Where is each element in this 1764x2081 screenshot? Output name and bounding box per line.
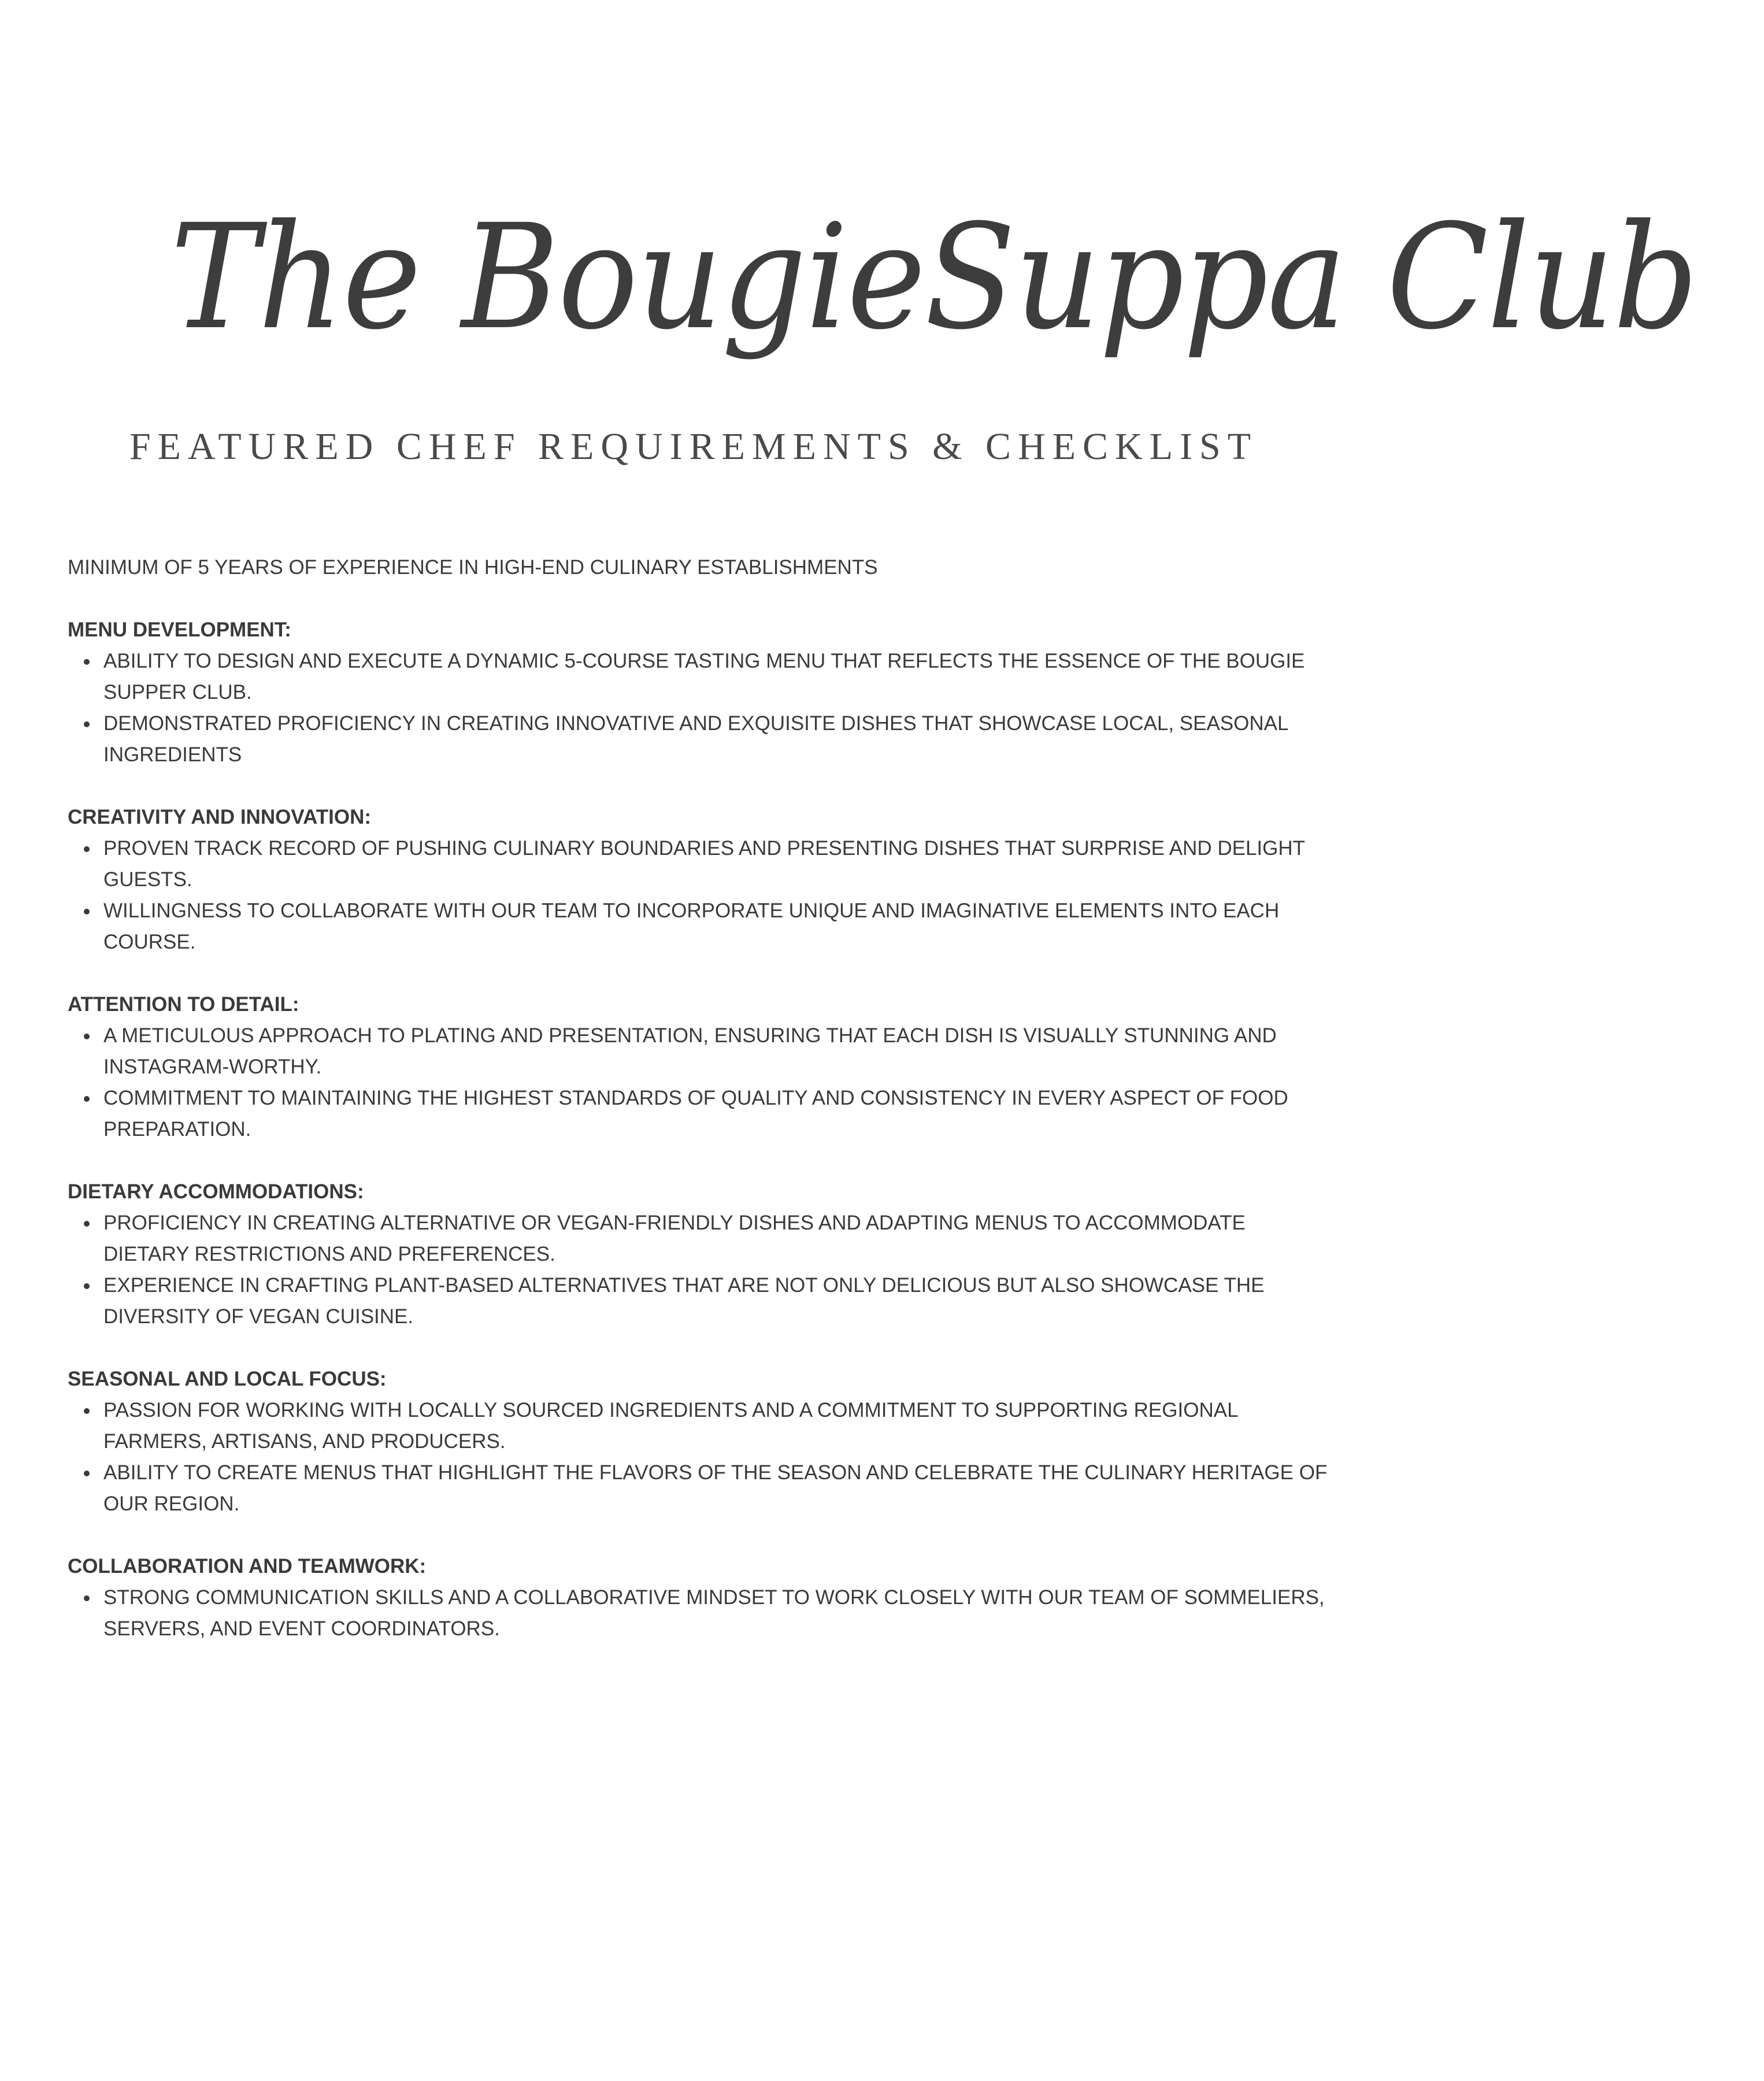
section-heading: SEASONAL AND LOCAL FOCUS: (68, 1368, 387, 1390)
list-item: EXPERIENCE IN CRAFTING PLANT-BASED ALTERNATIVES THAT ARE NOT ONLY DELICIOUS BUT ALSO SHOWCASE THE DIVERSITY OF VEGAN CUISINE. (103, 1270, 1328, 1332)
list-item: STRONG COMMUNICATION SKILLS AND A COLLABORATIVE MINDSET TO WORK CLOSELY WITH OUR TEAM OF SOMMELIERS, SERVERS, AND EVENT COORDINATORS. (103, 1582, 1328, 1645)
logo-script-text: The BougieSuppa Club (170, 193, 1698, 361)
section-heading: DIETARY ACCOMMODATIONS: (68, 1180, 364, 1203)
section-seasonal-and-local-focus (68, 1364, 1328, 1520)
logo (104, 145, 1698, 410)
section-heading: CREATIVITY AND INNOVATION: (68, 806, 371, 828)
requirements-content (68, 552, 1328, 1676)
section-list (68, 1020, 1328, 1145)
list-item: ABILITY TO DESIGN AND EXECUTE A DYNAMIC 5-COURSE TASTING MENU THAT REFLECTS THE ESSENCE OF THE BOUGIE SUPPER CLUB. (103, 646, 1328, 708)
section-heading: ATTENTION TO DETAIL: (68, 993, 299, 1016)
section-heading: COLLABORATION AND TEAMWORK: (68, 1555, 427, 1578)
page-subtitle: FEATURED CHEF REQUIREMENTS & CHECKLIST (129, 425, 1258, 468)
section-list (68, 1208, 1328, 1332)
list-item: PROVEN TRACK RECORD OF PUSHING CULINARY BOUNDARIES AND PRESENTING DISHES THAT SURPRISE AND DELIGHT GUESTS. (103, 833, 1328, 895)
section-collaboration-and-teamwork (68, 1551, 1328, 1645)
section-creativity-and-innovation (68, 802, 1328, 958)
list-item: ABILITY TO CREATE MENUS THAT HIGHLIGHT THE FLAVORS OF THE SEASON AND CELEBRATE THE CULINARY HERITAGE OF OUR REGION. (103, 1457, 1328, 1520)
section-list (68, 1395, 1328, 1520)
section-heading: MENU DEVELOPMENT: (68, 619, 291, 641)
section-attention-to-detail (68, 989, 1328, 1145)
section-list (68, 646, 1328, 771)
list-item: DEMONSTRATED PROFICIENCY IN CREATING INNOVATIVE AND EXQUISITE DISHES THAT SHOWCASE LOCAL, SEASONAL INGREDIENTS (103, 708, 1328, 771)
intro-requirement: MINIMUM OF 5 YEARS OF EXPERIENCE IN HIGH-END CULINARY ESTABLISHMENTS (68, 556, 878, 579)
list-item: PROFICIENCY IN CREATING ALTERNATIVE OR VEGAN-FRIENDLY DISHES AND ADAPTING MENUS TO ACCOMMODATE DIETARY RESTRICTIONS AND PREFERENCES. (103, 1208, 1328, 1270)
section-menu-development (68, 614, 1328, 771)
section-list (68, 1582, 1328, 1645)
list-item: A METICULOUS APPROACH TO PLATING AND PRESENTATION, ENSURING THAT EACH DISH IS VISUALLY STUNNING AND INSTAGRAM-WORTHY. (103, 1020, 1328, 1083)
list-item: WILLINGNESS TO COLLABORATE WITH OUR TEAM TO INCORPORATE UNIQUE AND IMAGINATIVE ELEMENTS INTO EACH COURSE. (103, 895, 1328, 958)
section-dietary-accommodations (68, 1176, 1328, 1332)
list-item: COMMITMENT TO MAINTAINING THE HIGHEST STANDARDS OF QUALITY AND CONSISTENCY IN EVERY ASPECT OF FOOD PREPARATION. (103, 1083, 1328, 1145)
list-item: PASSION FOR WORKING WITH LOCALLY SOURCED INGREDIENTS AND A COMMITMENT TO SUPPORTING REGIONAL FARMERS, ARTISANS, AND PRODUCERS. (103, 1395, 1328, 1457)
section-list (68, 833, 1328, 958)
